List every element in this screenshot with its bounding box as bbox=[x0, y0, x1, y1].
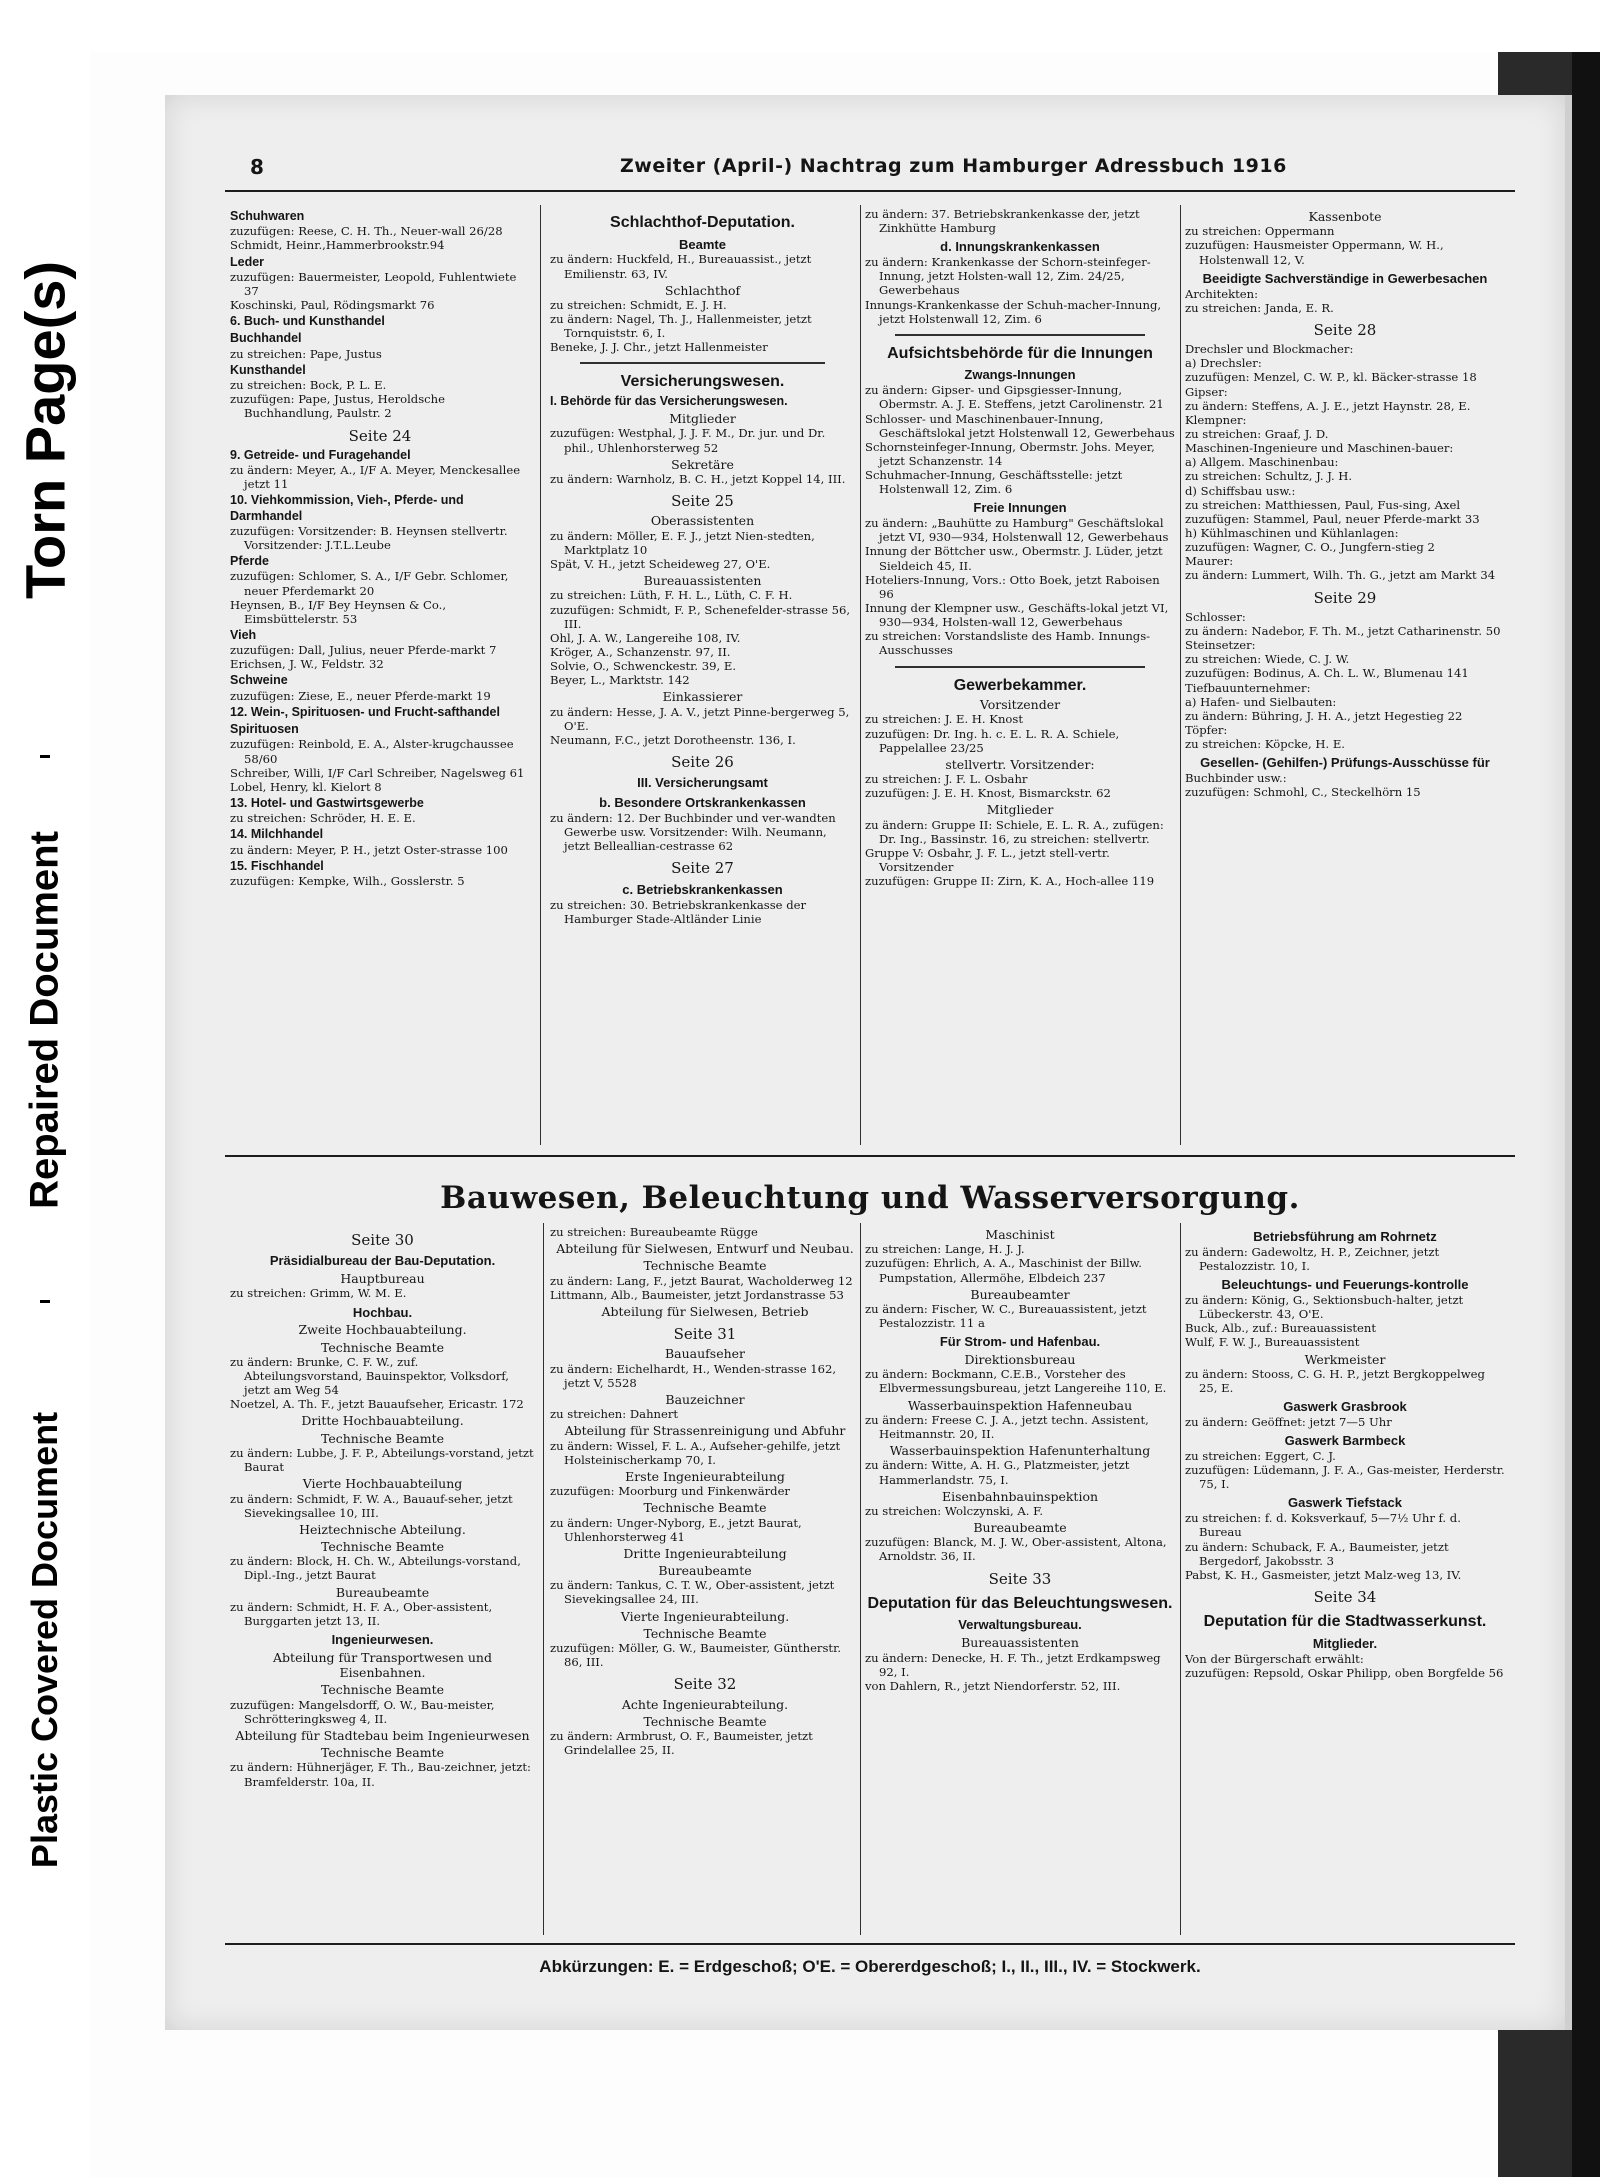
centered-heading: Beleuchtungs- und Feuerungs-kontrolle bbox=[1221, 1277, 1469, 1293]
entry: Littmann, Alb., Baumeister, jetzt Jordanstrasse 53 bbox=[550, 1287, 844, 1302]
major-heading: Deputation für das Beleuchtungswesen. bbox=[867, 1594, 1173, 1612]
subheading: Abteilung für Sielwesen, Entwurf und Neubau. bbox=[556, 1241, 854, 1257]
entry: zuzufügen: Hausmeister Oppermann, W. H., Holstenwall 12, V. bbox=[1185, 238, 1444, 267]
subheading: Vierte Ingenieurabteilung. bbox=[620, 1608, 790, 1624]
entry: zu ändern: Nadebor, F. Th. M., jetzt Catharinenstr. 50 bbox=[1185, 623, 1501, 638]
entry: zuzufügen: Reinbold, E. A., Alster-krugchaussee 58/60 bbox=[230, 737, 514, 766]
entry: zu streichen: f. d. Koksverkauf, 5—7½ Uhr f. d. Bureau bbox=[1185, 1511, 1461, 1540]
entry: zu streichen: Lange, H. J. J. bbox=[865, 1242, 1025, 1257]
entry: zu ändern: Gruppe II: Schiele, E. L. R. A., zufügen: Dr. Ing., Bassinstr. 16, zu streichen: stellvertr. bbox=[865, 817, 1164, 846]
page-reference: Seite 27 bbox=[671, 859, 734, 878]
subheading: Technische Beamte bbox=[320, 1539, 444, 1555]
subheading: Abteilung für Transportwesen und Eisenbahnen. bbox=[273, 1649, 492, 1681]
subheading: Maschinist bbox=[985, 1227, 1055, 1242]
entry: Schmidt, Heinr.,Hammerbrookstr.94 bbox=[230, 238, 445, 253]
entry: Gruppe V: Osbahr, J. F. L., jetzt stell-vertr. Vorsitzender bbox=[865, 845, 1110, 874]
entry: zu ändern: Krankenkasse der Schorn-steinfeger-Innung, jetzt Holsten-wall 12, Zim. 24/25, Gewerbehaus bbox=[865, 255, 1151, 298]
subheading: Erste Ingenieurabteilung bbox=[625, 1468, 785, 1484]
centered-heading: Zwangs-Innungen bbox=[964, 367, 1076, 383]
entry: zu ändern: Geöffnet: jetzt 7—5 Uhr bbox=[1185, 1414, 1392, 1429]
entry: zu ändern: Möller, E. F. J., jetzt Nien-stedten, Marktplatz 10 bbox=[550, 528, 815, 557]
entry: Buck, Alb., zuf.: Bureauassistent bbox=[1185, 1321, 1377, 1336]
subheading: Schlachthof bbox=[664, 282, 741, 298]
entry: zuzufügen: Schmidt, F. P., Schenefelder-strasse 56, III. bbox=[550, 602, 851, 631]
subheading: Zweite Hochbauabteilung. bbox=[298, 1322, 467, 1338]
column-divider bbox=[1180, 1223, 1181, 1935]
entry: zu streichen: Janda, E. R. bbox=[1185, 300, 1334, 315]
centered-heading: Gaswerk Tiefstack bbox=[1288, 1495, 1402, 1511]
section-heading: Schuhwaren bbox=[230, 209, 305, 223]
entry: zu streichen: J. E. H. Knost bbox=[865, 712, 1024, 727]
entry: zu streichen: Bock, P. L. E. bbox=[230, 378, 387, 393]
entry: zuzufügen: Kempke, Wilh., Gosslerstr. 5 bbox=[230, 873, 465, 888]
page-reference: Seite 26 bbox=[671, 753, 734, 772]
entry: zu ändern: Stooss, C. G. H. P., jetzt Bergkoppelweg 25, E. bbox=[1185, 1366, 1485, 1395]
subheading: Technische Beamte bbox=[320, 1339, 444, 1355]
entry: zuzufügen: J. E. H. Knost, Bismarckstr. 62 bbox=[865, 786, 1111, 801]
entry: zuzufügen: Reese, C. H. Th., Neuer-wall 26/28 bbox=[230, 224, 503, 239]
subheading: Dritte Ingenieurabteilung bbox=[623, 1545, 787, 1561]
centered-heading: Mitglieder. bbox=[1312, 1635, 1378, 1651]
entry: Erichsen, J. W., Feldstr. 32 bbox=[230, 657, 384, 672]
centered-heading: d. Innungskrankenkassen bbox=[940, 239, 1100, 255]
page-reference: Seite 32 bbox=[673, 1675, 737, 1694]
entry: zu ändern: Freese C. J. A., jetzt techn. Assistent, Heitmannstr. 20, II. bbox=[865, 1412, 1149, 1441]
section-heading: I. Behörde für das Versicherungswesen. bbox=[550, 393, 788, 408]
entry: zu ändern: Hühnerjäger, F. Th., Bau-zeichner, jetzt: Bramfelderstr. 10a, II. bbox=[230, 1760, 531, 1789]
page-title: Zweiter (April-) Nachtrag zum Hamburger Adressbuch 1916 bbox=[620, 155, 1287, 177]
centered-heading: Hochbau. bbox=[352, 1304, 413, 1320]
page-reference: Seite 30 bbox=[351, 1231, 414, 1249]
overlay-sidebar bbox=[0, 0, 90, 2177]
subheading: Bureaubeamter bbox=[970, 1286, 1070, 1302]
entry: Koschinski, Paul, Rödingsmarkt 76 bbox=[230, 298, 435, 313]
entry: zu streichen: Bureaubeamte Rügge bbox=[550, 1225, 758, 1239]
entry: zuzufügen: Dall, Julius, neuer Pferde-markt 7 bbox=[230, 643, 497, 658]
footer-rule bbox=[225, 1943, 1515, 1945]
section-heading: Vieh bbox=[230, 627, 257, 642]
section-heading: Leder bbox=[230, 254, 265, 269]
entry: Solvie, O., Schwenckestr. 39, E. bbox=[550, 659, 737, 674]
entry: zu ändern: Schuback, F. A., Baumeister, jetzt Bergedorf, Jakobsstr. 3 bbox=[1185, 1539, 1449, 1568]
column-3 bbox=[865, 207, 1175, 1142]
entry: zu ändern: 12. Der Buchbinder und ver-wandten Gewerbe usw. Vorsitzender: Wilh. Neumann, jetzt Belleallian-cestrasse 62 bbox=[550, 811, 836, 854]
entry: zuzufügen: Ehrlich, A. A., Maschinist der Billw. Pumpstation, Allermöhe, Elbdeich 237 bbox=[865, 1256, 1142, 1285]
entry: zu ändern: Wissel, F. L. A., Aufseher-gehilfe, jetzt Holsteinischerkamp 70, I. bbox=[550, 1438, 841, 1467]
subheading: Kassenbote bbox=[1308, 209, 1382, 224]
entry: zu streichen: Wolczynski, A. F. bbox=[865, 1503, 1044, 1518]
major-heading: Gewerbekammer. bbox=[953, 676, 1087, 694]
header-rule bbox=[225, 190, 1515, 192]
entry: zu streichen: 30. Betriebskrankenkasse der Hamburger Stade-Altländer Linie bbox=[550, 897, 807, 926]
column-1 bbox=[230, 207, 530, 1142]
page-reference: Seite 24 bbox=[348, 426, 412, 445]
entry: Klempner: bbox=[1185, 412, 1247, 427]
entry: zu ändern: „Bauhütte zu Hamburg" Geschäftslokal jetzt VI, 930—934, Holstenwall 12, Gewerbehaus bbox=[865, 516, 1169, 545]
entry: zuzufügen: Schmohl, C., Steckelhörn 15 bbox=[1185, 785, 1421, 800]
divider bbox=[40, 755, 50, 758]
entry: zu ändern: Schmidt, H. F. A., Ober-assistent, Burggarten jetzt 13, II. bbox=[230, 1599, 493, 1628]
entry: zu ändern: Meyer, P. H., jetzt Oster-strasse 100 bbox=[230, 842, 508, 857]
subheading: Heiztechnische Abteilung. bbox=[299, 1521, 466, 1537]
entry: zu ändern: Fischer, W. C., Bureauassistent, jetzt Pestalozzistr. 11 a bbox=[865, 1301, 1147, 1331]
entry: zu streichen: Lüth, F. H. L., Lüth, C. F. H. bbox=[550, 588, 793, 603]
entry: d) Schiffsbau usw.: bbox=[1185, 483, 1296, 498]
entry: Heynsen, B., I/F Bey Heynsen & Co., Eimsbüttelerstr. 53 bbox=[230, 597, 447, 626]
entry: Drechsler und Blockmacher: bbox=[1185, 342, 1354, 357]
entry: h) Kühlmaschinen und Kühlanlagen: bbox=[1185, 525, 1399, 540]
subheading: Achte Ingenieurabteilung. bbox=[621, 1696, 789, 1712]
centered-heading: Gesellen- (Gehilfen-) Prüfungs-Ausschüsse für bbox=[1200, 755, 1490, 771]
subheading: Einkassierer bbox=[662, 689, 743, 705]
entry: Gipser: bbox=[1185, 384, 1228, 399]
subheading: Technische Beamte bbox=[643, 1713, 767, 1729]
subheading: Technische Beamte bbox=[320, 1430, 444, 1446]
subheading: Vierte Hochbauabteilung bbox=[302, 1476, 463, 1492]
entry: von Dahlern, R., jetzt Niendorferstr. 52, III. bbox=[865, 1678, 1121, 1693]
entry: zu ändern: Schmidt, F. W. A., Bauauf-seher, jetzt Sievekingsallee 10, III. bbox=[230, 1491, 513, 1520]
entry: Schreiber, Willi, I/F Carl Schreiber, Nagelsweg 61 bbox=[230, 765, 525, 780]
entry: Tiefbauunternehmer: bbox=[1185, 680, 1311, 695]
entry: zuzufügen: Stammel, Paul, neuer Pferde-markt 33 bbox=[1185, 511, 1480, 526]
entry: Schlosser: bbox=[1185, 609, 1246, 624]
entry: zuzufügen: Ziese, E., neuer Pferde-markt 19 bbox=[230, 688, 491, 703]
entry: Architekten: bbox=[1185, 286, 1259, 301]
entry: a) Drechsler: bbox=[1185, 356, 1262, 371]
entry: Hoteliers-Innung, Vors.: Otto Boek, jetzt Raboisen 96 bbox=[865, 572, 1160, 601]
section-heading: 14. Milchhandel bbox=[230, 827, 324, 842]
subheading: Direktionsbureau bbox=[964, 1352, 1076, 1368]
entry: zuzufügen: Mangelsdorff, O. W., Bau-meister, Schrötteringksweg 4, II. bbox=[230, 1697, 495, 1726]
entry: zu streichen: Graaf, J. D. bbox=[1185, 426, 1329, 441]
subheading: Wasserbauinspektion Hafenunterhaltung bbox=[889, 1443, 1151, 1459]
entry: zu streichen: Oppermann bbox=[1185, 224, 1335, 239]
subheading: Mitglieder bbox=[986, 802, 1054, 818]
page-reference: Seite 33 bbox=[988, 1569, 1052, 1588]
page-reference: Seite 28 bbox=[1313, 320, 1377, 339]
entry: Maurer: bbox=[1185, 554, 1234, 569]
subheading: Bureauassistenten bbox=[961, 1635, 1079, 1651]
centered-heading: Freie Innungen bbox=[973, 500, 1067, 516]
divider bbox=[895, 334, 1145, 336]
page-reference: Seite 31 bbox=[673, 1325, 737, 1344]
entry: Innung der Klempner usw., Geschäfts-lokal jetzt VI, 930—934, Holsten-wall 12, Gewerbehaus bbox=[865, 601, 1169, 630]
page-reference: Seite 25 bbox=[671, 492, 734, 511]
entry: zu ändern: Lummert, Wilh. Th. G., jetzt am Markt 34 bbox=[1185, 568, 1496, 583]
section-heading: 9. Getreide- und Furagehandel bbox=[230, 447, 411, 462]
entry: zuzufügen: Bauermeister, Leopold, Fuhlentwiete 37 bbox=[230, 269, 517, 298]
section-heading: 13. Hotel- und Gastwirtsgewerbe bbox=[230, 795, 424, 810]
subheading: Technische Beamte bbox=[643, 1625, 767, 1641]
document-page bbox=[165, 95, 1565, 2030]
entry: Spät, V. H., jetzt Scheideweg 27, O'E. bbox=[550, 556, 771, 571]
section-rule bbox=[225, 1155, 1515, 1157]
section-heading: Pferde bbox=[230, 554, 269, 569]
plastic-covered-label: Plastic Covered Document bbox=[24, 1411, 65, 1869]
column-divider bbox=[860, 1223, 861, 1935]
divider bbox=[580, 362, 825, 364]
entry: zu ändern: Block, H. Ch. W., Abteilungs-vorstand, Dipl.-Ing., jetzt Baurat bbox=[230, 1554, 521, 1583]
column-7 bbox=[865, 1225, 1175, 1925]
section-heading: Buchhandel bbox=[230, 331, 302, 346]
entry: zu ändern: Unger-Nyborg, E., jetzt Baurat, Uhlenhorsterweg 41 bbox=[550, 1515, 802, 1544]
entry: Pabst, K. H., Gasmeister, jetzt Malz-weg 13, IV. bbox=[1185, 1567, 1462, 1582]
entry: zu streichen: Wiede, C. J. W. bbox=[1185, 652, 1350, 667]
major-heading: Aufsichtsbehörde für die Innungen bbox=[887, 344, 1153, 362]
entry: Buchbinder usw.: bbox=[1185, 771, 1287, 786]
centered-heading: III. Versicherungsamt bbox=[637, 775, 768, 791]
subheading: Mitglieder bbox=[669, 411, 736, 427]
subheading: Bureauassistenten bbox=[643, 573, 762, 589]
entry: Wulf, F. W. J., Bureauassistent bbox=[1185, 1335, 1360, 1350]
page-number: 8 bbox=[250, 155, 264, 179]
entry: Steinsetzer: bbox=[1185, 638, 1256, 653]
subheading: Technische Beamte bbox=[320, 1682, 444, 1698]
entry: zu streichen: J. F. L. Osbahr bbox=[865, 772, 1028, 787]
section-heading: Spirituosen bbox=[230, 722, 299, 737]
centered-heading: Beeidigte Sachverständige in Gewerbesachen bbox=[1202, 270, 1488, 286]
section-heading: Schweine bbox=[230, 673, 288, 688]
entry: Lobel, Henry, kl. Kielort 8 bbox=[230, 779, 382, 794]
entry: zu ändern: Brunke, C. F. W., zuf. Abteilungsvorstand, Bauinspektor, Volksdorf, jetzt am Weg 54 bbox=[230, 1354, 509, 1398]
entry: Maschinen-Ingenieure und Maschinen-bauer: bbox=[1185, 441, 1454, 456]
entry: Innung der Böttcher usw., Obermstr. J. Lüder, jetzt Sieldeich 45, II. bbox=[865, 544, 1163, 573]
entry: zu ändern: 37. Betriebskrankenkasse der, jetzt Zinkhütte Hamburg bbox=[865, 207, 1140, 236]
subheading: Hauptbureau bbox=[340, 1271, 425, 1287]
centered-heading: Ingenieurwesen. bbox=[331, 1632, 434, 1648]
entry: zu ändern: Witte, A. H. G., Platzmeister, jetzt Hammerlandstr. 75, I. bbox=[865, 1458, 1130, 1487]
entry: zuzufügen: Pape, Justus, Heroldsche Buchhandlung, Paulstr. 2 bbox=[230, 392, 445, 421]
entry: Beyer, L., Marktstr. 142 bbox=[550, 673, 690, 688]
centered-heading: Beamte bbox=[679, 236, 726, 252]
entry: zu streichen: Köpcke, H. E. bbox=[1185, 737, 1345, 752]
entry: zu ändern: Warnholz, B. C. H., jetzt Koppel 14, III. bbox=[550, 472, 846, 487]
abbreviations-footer: Abkürzungen: E. = Erdgeschoß; O'E. = Obererdgeschoß; I., II., III., IV. = Stockwerk. bbox=[539, 1957, 1201, 1976]
section-banner: Bauwesen, Beleuchtung und Wasserversorgung. bbox=[440, 1180, 1300, 1216]
entry: zu ändern: Lubbe, J. F. P., Abteilungs-vorstand, jetzt Baurat bbox=[230, 1445, 534, 1475]
subheading: Bureaubeamte bbox=[335, 1584, 430, 1600]
entry: zu ändern: Steffens, A. J. E., jetzt Haynstr. 28, E. bbox=[1185, 398, 1471, 413]
entry: zu streichen: Pape, Justus bbox=[230, 346, 382, 361]
subheading: Vorsitzender bbox=[979, 697, 1061, 713]
centered-heading: b. Besondere Ortskrankenkassen bbox=[599, 795, 806, 811]
entry: zuzufügen: Wagner, C. O., Jungfern-stieg 2 bbox=[1185, 540, 1435, 555]
entry: Schuhmacher-Innung, Geschäftsstelle: jetzt Holstenwall 12, Zim. 6 bbox=[865, 468, 1123, 497]
entry: zu streichen: Dahnert bbox=[550, 1407, 679, 1422]
subheading: stellvertr. Vorsitzender: bbox=[945, 756, 1095, 772]
entry: zu streichen: Schultz, J. J. H. bbox=[1185, 469, 1353, 484]
entry: Töpfer: bbox=[1185, 722, 1228, 737]
entry: zuzufügen: Schlomer, S. A., I/F Gebr. Schlomer, neuer Pferdemarkt 20 bbox=[230, 569, 509, 598]
entry: Beneke, J. J. Chr., jetzt Hallenmeister bbox=[550, 340, 768, 355]
subheading: Bauaufseher bbox=[664, 1346, 746, 1362]
entry: Schornsteinfeger-Innung, Obermstr. Johs. Meyer, jetzt Schanzenstr. 14 bbox=[865, 439, 1155, 468]
entry: zuzufügen: Möller, G. W., Baumeister, Güntherstr. 86, III. bbox=[550, 1641, 842, 1670]
entry: zu ändern: Gadewoltz, H. P., Zeichner, jetzt Pestalozzistr. 10, I. bbox=[1185, 1244, 1440, 1273]
scan-edge-dark bbox=[1572, 52, 1600, 2177]
entry: zu streichen: Matthiessen, Paul, Fus-sing, Axel bbox=[1185, 497, 1461, 512]
entry: zuzufügen: Bodinus, A. Ch. L. W., Blumenau 141 bbox=[1185, 666, 1469, 681]
entry: Innungs-Krankenkasse der Schuh-macher-Innung, jetzt Holstenwall 12, Zim. 6 bbox=[865, 297, 1162, 326]
subheading: Dritte Hochbauabteilung. bbox=[301, 1413, 464, 1429]
major-heading: Deputation für die Stadtwasserkunst. bbox=[1203, 1613, 1487, 1631]
entry: zuzufügen: Menzel, C. W. P., kl. Bäcker-strasse 18 bbox=[1185, 370, 1477, 385]
column-6 bbox=[550, 1225, 860, 1925]
entry: Schlosser- und Maschinenbauer-Innung, Geschäftslokal jetzt Holstenwall 12, Gewerbehaus bbox=[865, 411, 1175, 440]
page-header bbox=[250, 155, 1550, 185]
centered-heading: Gaswerk Barmbeck bbox=[1284, 1433, 1406, 1449]
column-2 bbox=[550, 207, 855, 1142]
entry: Noetzel, A. Th. F., jetzt Bauaufseher, Ericastr. 172 bbox=[230, 1397, 524, 1412]
section-heading: Kunsthandel bbox=[230, 362, 306, 377]
major-heading: Versicherungswesen. bbox=[620, 373, 785, 391]
centered-heading: Gaswerk Grasbrook bbox=[1283, 1399, 1407, 1415]
section-heading: 6. Buch- und Kunsthandel bbox=[230, 314, 385, 329]
entry: zu ändern: Nagel, Th. J., Hallenmeister, jetzt Tornquiststr. 6, I. bbox=[550, 312, 812, 341]
entry: zuzufügen: Repsold, Oskar Philipp, oben Borgfelde 56 bbox=[1185, 1665, 1504, 1680]
page-reference: Seite 29 bbox=[1313, 588, 1377, 607]
entry: zu ändern: Meyer, A., I/F A. Meyer, Menckesallee jetzt 11 bbox=[230, 463, 521, 492]
entry: a) Allgem. Maschinenbau: bbox=[1185, 455, 1339, 470]
column-divider bbox=[540, 205, 541, 1145]
column-4 bbox=[1185, 207, 1505, 1142]
subheading: Werkmeister bbox=[1304, 1351, 1386, 1367]
entry: zu ändern: Huckfeld, H., Bureauassist., jetzt Emilienstr. 63, IV. bbox=[550, 252, 812, 281]
repaired-document-label: Repaired Document bbox=[22, 831, 67, 1209]
entry: zu streichen: Schmidt, E. J. H. bbox=[550, 297, 727, 312]
entry: zu streichen: Grimm, W. M. E. bbox=[230, 1286, 407, 1301]
entry: zuzufügen: Lüdemann, J. F. A., Gas-meister, Herderstr. 75, I. bbox=[1185, 1463, 1505, 1492]
subheading: Oberassistenten bbox=[650, 513, 755, 529]
column-divider bbox=[1180, 205, 1181, 1145]
subheading: Abteilung für Stadtebau beim Ingenieurwesen bbox=[235, 1727, 530, 1743]
entry: zu streichen: Schröder, H. E. E. bbox=[230, 811, 416, 826]
entry: zuzufügen: Vorsitzender: B. Heynsen stellvertr. Vorsitzender: J.T.L.Leube bbox=[230, 523, 508, 552]
entry: zu ändern: Eichelhardt, H., Wenden-strasse 162, jetzt V, 5528 bbox=[550, 1361, 837, 1390]
subheading: Bauzeichner bbox=[665, 1392, 745, 1407]
subheading: Abteilung für Strassenreinigung und Abfuhr bbox=[564, 1423, 846, 1439]
entry: a) Hafen- und Sielbauten: bbox=[1185, 694, 1337, 709]
centered-heading: Für Strom- und Hafenbau. bbox=[939, 1334, 1101, 1350]
column-divider bbox=[543, 1223, 544, 1935]
entry: zu ändern: Denecke, H. F. Th., jetzt Erdkampsweg 92, I. bbox=[865, 1650, 1161, 1679]
subheading: Bureaubeamte bbox=[973, 1520, 1067, 1536]
centered-heading: c. Betriebskrankenkassen bbox=[622, 881, 783, 897]
centered-heading: Verwaltungsbureau. bbox=[958, 1617, 1082, 1633]
entry: zu ändern: Bühring, J. H. A., jetzt Hegestieg 22 bbox=[1185, 708, 1463, 723]
entry: zu ändern: Armbrust, O. F., Baumeister, jetzt Grindelallee 25, II. bbox=[550, 1729, 813, 1758]
subheading: Eisenbahnbauinspektion bbox=[941, 1488, 1099, 1504]
centered-heading: Präsidialbureau der Bau-Deputation. bbox=[269, 1253, 496, 1269]
entry: zuzufügen: Westphal, J. J. F. M., Dr. jur. und Dr. phil., Uhlenhorsterweg 52 bbox=[550, 426, 826, 455]
entry: Von der Bürgerschaft erwählt: bbox=[1185, 1651, 1364, 1666]
entry: zu streichen: Vorstandsliste des Hamb. Innungs-Ausschusses bbox=[865, 629, 1151, 658]
entry: zuzufügen: Gruppe II: Zirn, K. A., Hoch-allee 119 bbox=[865, 874, 1155, 889]
entry: zu ändern: König, G., Sektionsbuch-halter, jetzt Lübeckerstr. 43, O'E. bbox=[1185, 1293, 1464, 1322]
subheading: Technische Beamte bbox=[643, 1500, 767, 1516]
entry: zu ändern: Lang, F., jetzt Baurat, Wacholderweg 12 bbox=[550, 1273, 853, 1288]
torn-pages-label: Torn Page(s) bbox=[13, 260, 77, 600]
column-divider bbox=[860, 205, 861, 1145]
entry: zuzufügen: Moorburg und Finkenwärder bbox=[550, 1484, 790, 1499]
subheading: Wasserbauinspektion Hafenneubau bbox=[907, 1397, 1133, 1413]
column-8 bbox=[1185, 1225, 1505, 1925]
entry: zu ändern: Hesse, J. A. V., jetzt Pinne-bergerweg 5, O'E. bbox=[550, 704, 850, 733]
section-heading: 12. Wein-, Spirituosen- und Frucht-safthandel bbox=[230, 704, 500, 719]
section-heading: 15. Fischhandel bbox=[230, 858, 324, 873]
entry: zu ändern: Bockmann, C.E.B., Vorsteher des Elbvermessungsbureau, jetzt Langereihe 110, E. bbox=[865, 1367, 1167, 1396]
column-5 bbox=[230, 1225, 535, 1925]
centered-heading: Betriebsführung am Rohrnetz bbox=[1253, 1229, 1437, 1244]
entry: Kröger, A., Schanzenstr. 97, II. bbox=[550, 644, 731, 659]
page-reference: Seite 34 bbox=[1313, 1587, 1377, 1606]
entry: zuzufügen: Blanck, M. J. W., Ober-assistent, Altona, Arnoldstr. 36, II. bbox=[865, 1535, 1167, 1564]
subheading: Abteilung für Sielwesen, Betrieb bbox=[601, 1303, 809, 1319]
subheading: Bureaubeamte bbox=[658, 1563, 752, 1579]
subheading: Technische Beamte bbox=[320, 1745, 444, 1761]
divider bbox=[40, 1300, 50, 1303]
entry: zuzufügen: Dr. Ing. h. c. E. L. R. A. Schiele, Pappelallee 23/25 bbox=[865, 726, 1120, 755]
divider bbox=[895, 666, 1145, 668]
subheading: Technische Beamte bbox=[643, 1258, 767, 1274]
entry: zu streichen: Eggert, C. J. bbox=[1185, 1448, 1336, 1463]
entry: zu ändern: Tankus, C. T. W., Ober-assistent, jetzt Sievekingsallee 24, III. bbox=[550, 1578, 835, 1607]
section-heading: 10. Viehkommission, Vieh-, Pferde- und Darmhandel bbox=[230, 493, 464, 523]
entry: Neumann, F.C., jetzt Dorotheenstr. 136, I. bbox=[550, 732, 796, 747]
major-heading: Schlachthof-Deputation. bbox=[610, 214, 795, 231]
entry: zu ändern: Gipser- und Gipsgiesser-Innung, Obermstr. A. J. E. Steffens, jetzt Carolinenstr. 21 bbox=[865, 383, 1164, 412]
entry: Ohl, J. A. W., Langereihe 108, IV. bbox=[550, 630, 741, 645]
subheading: Sekretäre bbox=[671, 456, 734, 472]
